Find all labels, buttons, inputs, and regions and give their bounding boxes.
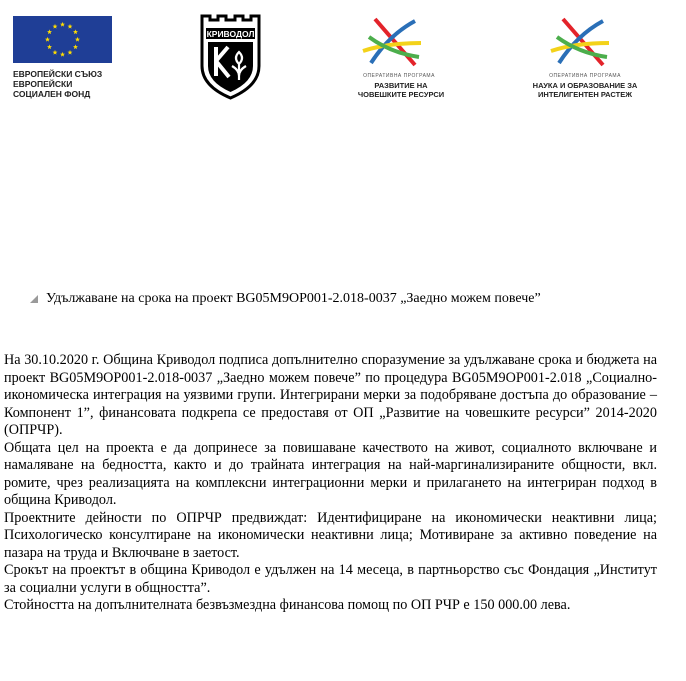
op-human-resources-logo-icon [357,13,429,73]
triangle-bullet-icon [29,294,39,304]
article-body [4,352,657,615]
article-paragraph: Стойността на допълнителната безвъзмездна финансова помощ по ОП РЧР е 150 000.00 лева. [4,597,571,613]
op-small-label: ОПЕРАТИВНА ПРОГРАМА [363,73,435,79]
article-paragraph: Проектните дейности по ОПРЧР предвиждат: Идентифициране на икономически неактивни лица; Психологическо консултиране на икономически неактивни лица; Мотивиране за активно поведение на пазара на труда и Включване в заетост. [4,509,657,561]
op2-caption-line: НАУКА И ОБРАЗОВАНИЕ ЗА [532,81,638,90]
op-small-label: ОПЕРАТИВНА ПРОГРАМА [549,73,621,79]
eu-fund-caption [13,69,133,99]
eu-flag-icon [13,16,112,63]
eu-caption-line: СОЦИАЛЕН ФОНД [13,89,91,99]
news-headline[interactable]: Удължаване на срока на проект BG05M9OP001-2.018-0037 „Заедно можем повече” [46,291,541,306]
op2-caption-line: ИНТЕЛИГЕНТЕН РАСТЕЖ [538,90,632,99]
op-human-resources-caption [351,81,451,99]
op1-caption-line: РАЗВИТИЕ НА [374,81,428,90]
eu-caption-line: ЕВРОПЕЙСКИ [13,79,73,89]
article-paragraph: Срокът на проектът в община Криводол е удължен на 14 месеца, в партньорство със Фондация „Институт за социални услуги в общността”. [4,562,657,596]
op-science-education-logo-icon [545,13,617,73]
article-paragraph: Общата цел на проекта е да допринесе за повишаване качеството на живот, социалното включване и намаляване на бедността, както и до трайната интеграция на най-маргинализираните общности, вкл. ромите, чрез реализацията на комплексни интеграционни мерки и прилагането на интегриран подход в община Криводол. [4,439,657,508]
headline-row [29,289,669,309]
krivodol-crest-icon [196,14,265,100]
op1-caption-line: ЧОВЕШКИТЕ РЕСУРСИ [357,90,445,99]
eu-caption-line: ЕВРОПЕЙСКИ СЪЮЗ [13,69,103,79]
crest-name: КРИВОДОЛ [206,29,255,39]
op-science-education-caption [529,81,641,99]
article-paragraph: На 30.10.2020 г. Община Криводол подписа допълнително споразумение за удължаване срока и бюджета на проект BG05M9OP001-2.018-0037 „Заедно можем повече” по процедура BG05M9OP001-2.018 „Социално-икономическа интеграция на уязвими групи. Интегрирани мерки за подобряване достъпа до образование – Компонент 1”, финансовата подкрепа се предоставя от ОП „Развитие на човешките ресурси” 2014-2020 (ОПРЧР). [4,352,657,438]
